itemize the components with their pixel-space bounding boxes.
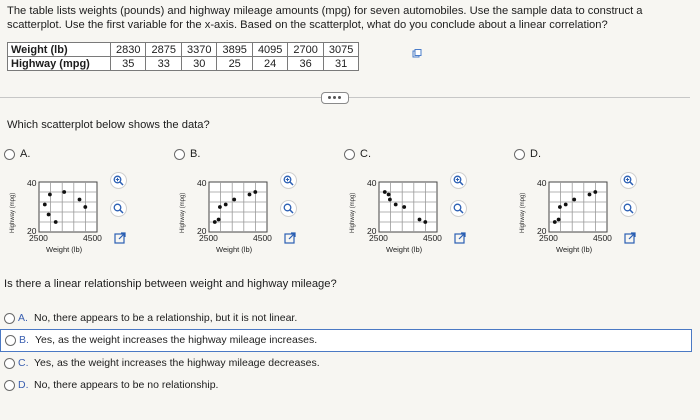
radio-button[interactable]	[514, 149, 525, 160]
y-axis-label: Highway (mpg)	[350, 192, 356, 233]
weight-cell: 2700	[288, 43, 323, 57]
mpg-cell: 30	[181, 57, 216, 71]
option-letter: B.	[190, 148, 201, 160]
mpg-cell: 33	[146, 57, 181, 71]
mpg-cell: 35	[111, 57, 146, 71]
data-point	[553, 220, 557, 224]
option-letter: C.	[360, 148, 371, 160]
answer-letter: D.	[18, 379, 29, 391]
data-point	[383, 190, 387, 194]
data-point	[62, 190, 66, 194]
data-point	[78, 198, 82, 202]
x-tick-label: 2500	[369, 233, 388, 243]
answer-text: Yes, as the weight increases the highway mileage decreases.	[34, 357, 320, 369]
plot-frame	[39, 182, 97, 232]
answer-option-a[interactable]	[0, 308, 690, 328]
data-point	[572, 198, 576, 202]
weight-cell: 2830	[111, 43, 146, 57]
zoom-in-icon[interactable]	[280, 172, 297, 189]
zoom-in-icon[interactable]	[450, 172, 467, 189]
weight-cell: 3370	[181, 43, 216, 57]
answer-text: No, there appears to be no relationship.	[34, 379, 219, 391]
option-letter: A.	[20, 148, 31, 160]
data-point	[388, 198, 392, 202]
data-point	[557, 218, 561, 222]
y-tick-label: 20	[367, 226, 377, 236]
data-point	[43, 203, 47, 207]
open-external-icon[interactable]	[624, 232, 636, 244]
data-point	[394, 203, 398, 207]
table-row-weight	[8, 43, 359, 57]
y-axis-label: Highway (mpg)	[520, 192, 526, 233]
data-point	[218, 205, 222, 209]
x-tick-label: 4500	[423, 233, 442, 243]
data-point	[253, 190, 257, 194]
answer-option-c[interactable]	[0, 353, 690, 373]
table-row-mpg	[8, 57, 359, 71]
question-2: Is there a linear relationship between weight and highway mileage?	[4, 278, 337, 290]
radio-button[interactable]	[344, 149, 355, 160]
zoom-out-icon[interactable]	[620, 200, 637, 217]
scatterplot	[208, 181, 268, 233]
x-axis-label: Weight (lb)	[386, 245, 423, 254]
data-point	[213, 220, 217, 224]
open-external-icon[interactable]	[114, 232, 126, 244]
y-axis-label: Highway (mpg)	[10, 192, 16, 233]
more-options-button[interactable]	[321, 92, 349, 104]
radio-button[interactable]	[174, 149, 185, 160]
problem-intro: The table lists weights (pounds) and highway mileage amounts (mpg) for seven automobiles. Use the sample data to construct a scatterplot. Use the first variable for the x-axis. Based on the scatterplot, what do you conclude about a linear correlation?	[7, 5, 643, 31]
radio-button[interactable]	[4, 149, 15, 160]
mpg-cell: 31	[323, 57, 358, 71]
zoom-in-icon[interactable]	[110, 172, 127, 189]
data-point	[47, 213, 51, 217]
scatterplot-option-c	[340, 145, 510, 270]
scatterplot-option-a	[0, 145, 170, 270]
radio-button[interactable]	[4, 380, 15, 391]
answer-option-b[interactable]	[0, 329, 692, 352]
mpg-cell: 36	[288, 57, 323, 71]
answer-letter: B.	[19, 334, 29, 346]
data-point	[83, 205, 87, 209]
answer-option-d[interactable]	[0, 375, 690, 395]
x-axis-label: Weight (lb)	[556, 245, 593, 254]
scatterplot	[378, 181, 438, 233]
copy-data-icon[interactable]	[412, 46, 422, 56]
data-point	[387, 193, 391, 197]
data-point	[232, 198, 236, 202]
open-external-icon[interactable]	[454, 232, 466, 244]
answer-letter: A.	[18, 312, 28, 324]
y-tick-label: 40	[537, 178, 547, 188]
y-tick-label: 40	[197, 178, 207, 188]
y-tick-label: 20	[27, 226, 37, 236]
x-tick-label: 2500	[29, 233, 48, 243]
radio-button[interactable]	[4, 313, 15, 324]
mpg-cell: 24	[252, 57, 287, 71]
data-point	[54, 220, 58, 224]
plot-frame	[549, 182, 607, 232]
row-label-weight: Weight (lb)	[8, 43, 111, 57]
data-point	[248, 193, 252, 197]
weight-cell: 3895	[217, 43, 252, 57]
data-point	[423, 220, 427, 224]
scatterplot	[38, 181, 98, 233]
scatterplot-option-d	[510, 145, 680, 270]
row-label-mpg: Highway (mpg)	[8, 57, 111, 71]
mpg-cell: 25	[217, 57, 252, 71]
radio-button[interactable]	[5, 335, 16, 346]
zoom-out-icon[interactable]	[280, 200, 297, 217]
x-axis-label: Weight (lb)	[216, 245, 253, 254]
plot-frame	[209, 182, 267, 232]
answer-letter: C.	[18, 357, 29, 369]
x-tick-label: 2500	[199, 233, 218, 243]
y-axis-label: Highway (mpg)	[180, 192, 186, 233]
scatterplot-option-b	[170, 145, 340, 270]
y-tick-label: 20	[537, 226, 547, 236]
data-point	[588, 193, 592, 197]
zoom-out-icon[interactable]	[110, 200, 127, 217]
weight-cell: 4095	[252, 43, 287, 57]
weight-cell: 2875	[146, 43, 181, 57]
answer-text: Yes, as the weight increases the highway mileage increases.	[35, 334, 318, 346]
scatterplot	[548, 181, 608, 233]
data-point	[593, 190, 597, 194]
y-tick-label: 20	[197, 226, 207, 236]
x-tick-label: 4500	[253, 233, 272, 243]
x-tick-label: 4500	[593, 233, 612, 243]
x-axis-label: Weight (lb)	[46, 245, 83, 254]
y-tick-label: 40	[367, 178, 377, 188]
data-point	[217, 218, 221, 222]
plot-frame	[379, 182, 437, 232]
data-point	[48, 193, 52, 197]
data-point	[418, 218, 422, 222]
data-point	[558, 205, 562, 209]
data-table	[7, 42, 359, 71]
y-tick-label: 40	[27, 178, 37, 188]
data-point	[224, 203, 228, 207]
zoom-in-icon[interactable]	[620, 172, 637, 189]
x-tick-label: 2500	[539, 233, 558, 243]
open-external-icon[interactable]	[284, 232, 296, 244]
zoom-out-icon[interactable]	[450, 200, 467, 217]
answer-text: No, there appears to be a relationship, but it is not linear.	[34, 312, 298, 324]
weight-cell: 3075	[323, 43, 358, 57]
question-1: Which scatterplot below shows the data?	[7, 119, 210, 131]
data-point	[564, 203, 568, 207]
option-letter: D.	[530, 148, 541, 160]
x-tick-label: 4500	[83, 233, 102, 243]
radio-button[interactable]	[4, 358, 15, 369]
data-point	[402, 205, 406, 209]
